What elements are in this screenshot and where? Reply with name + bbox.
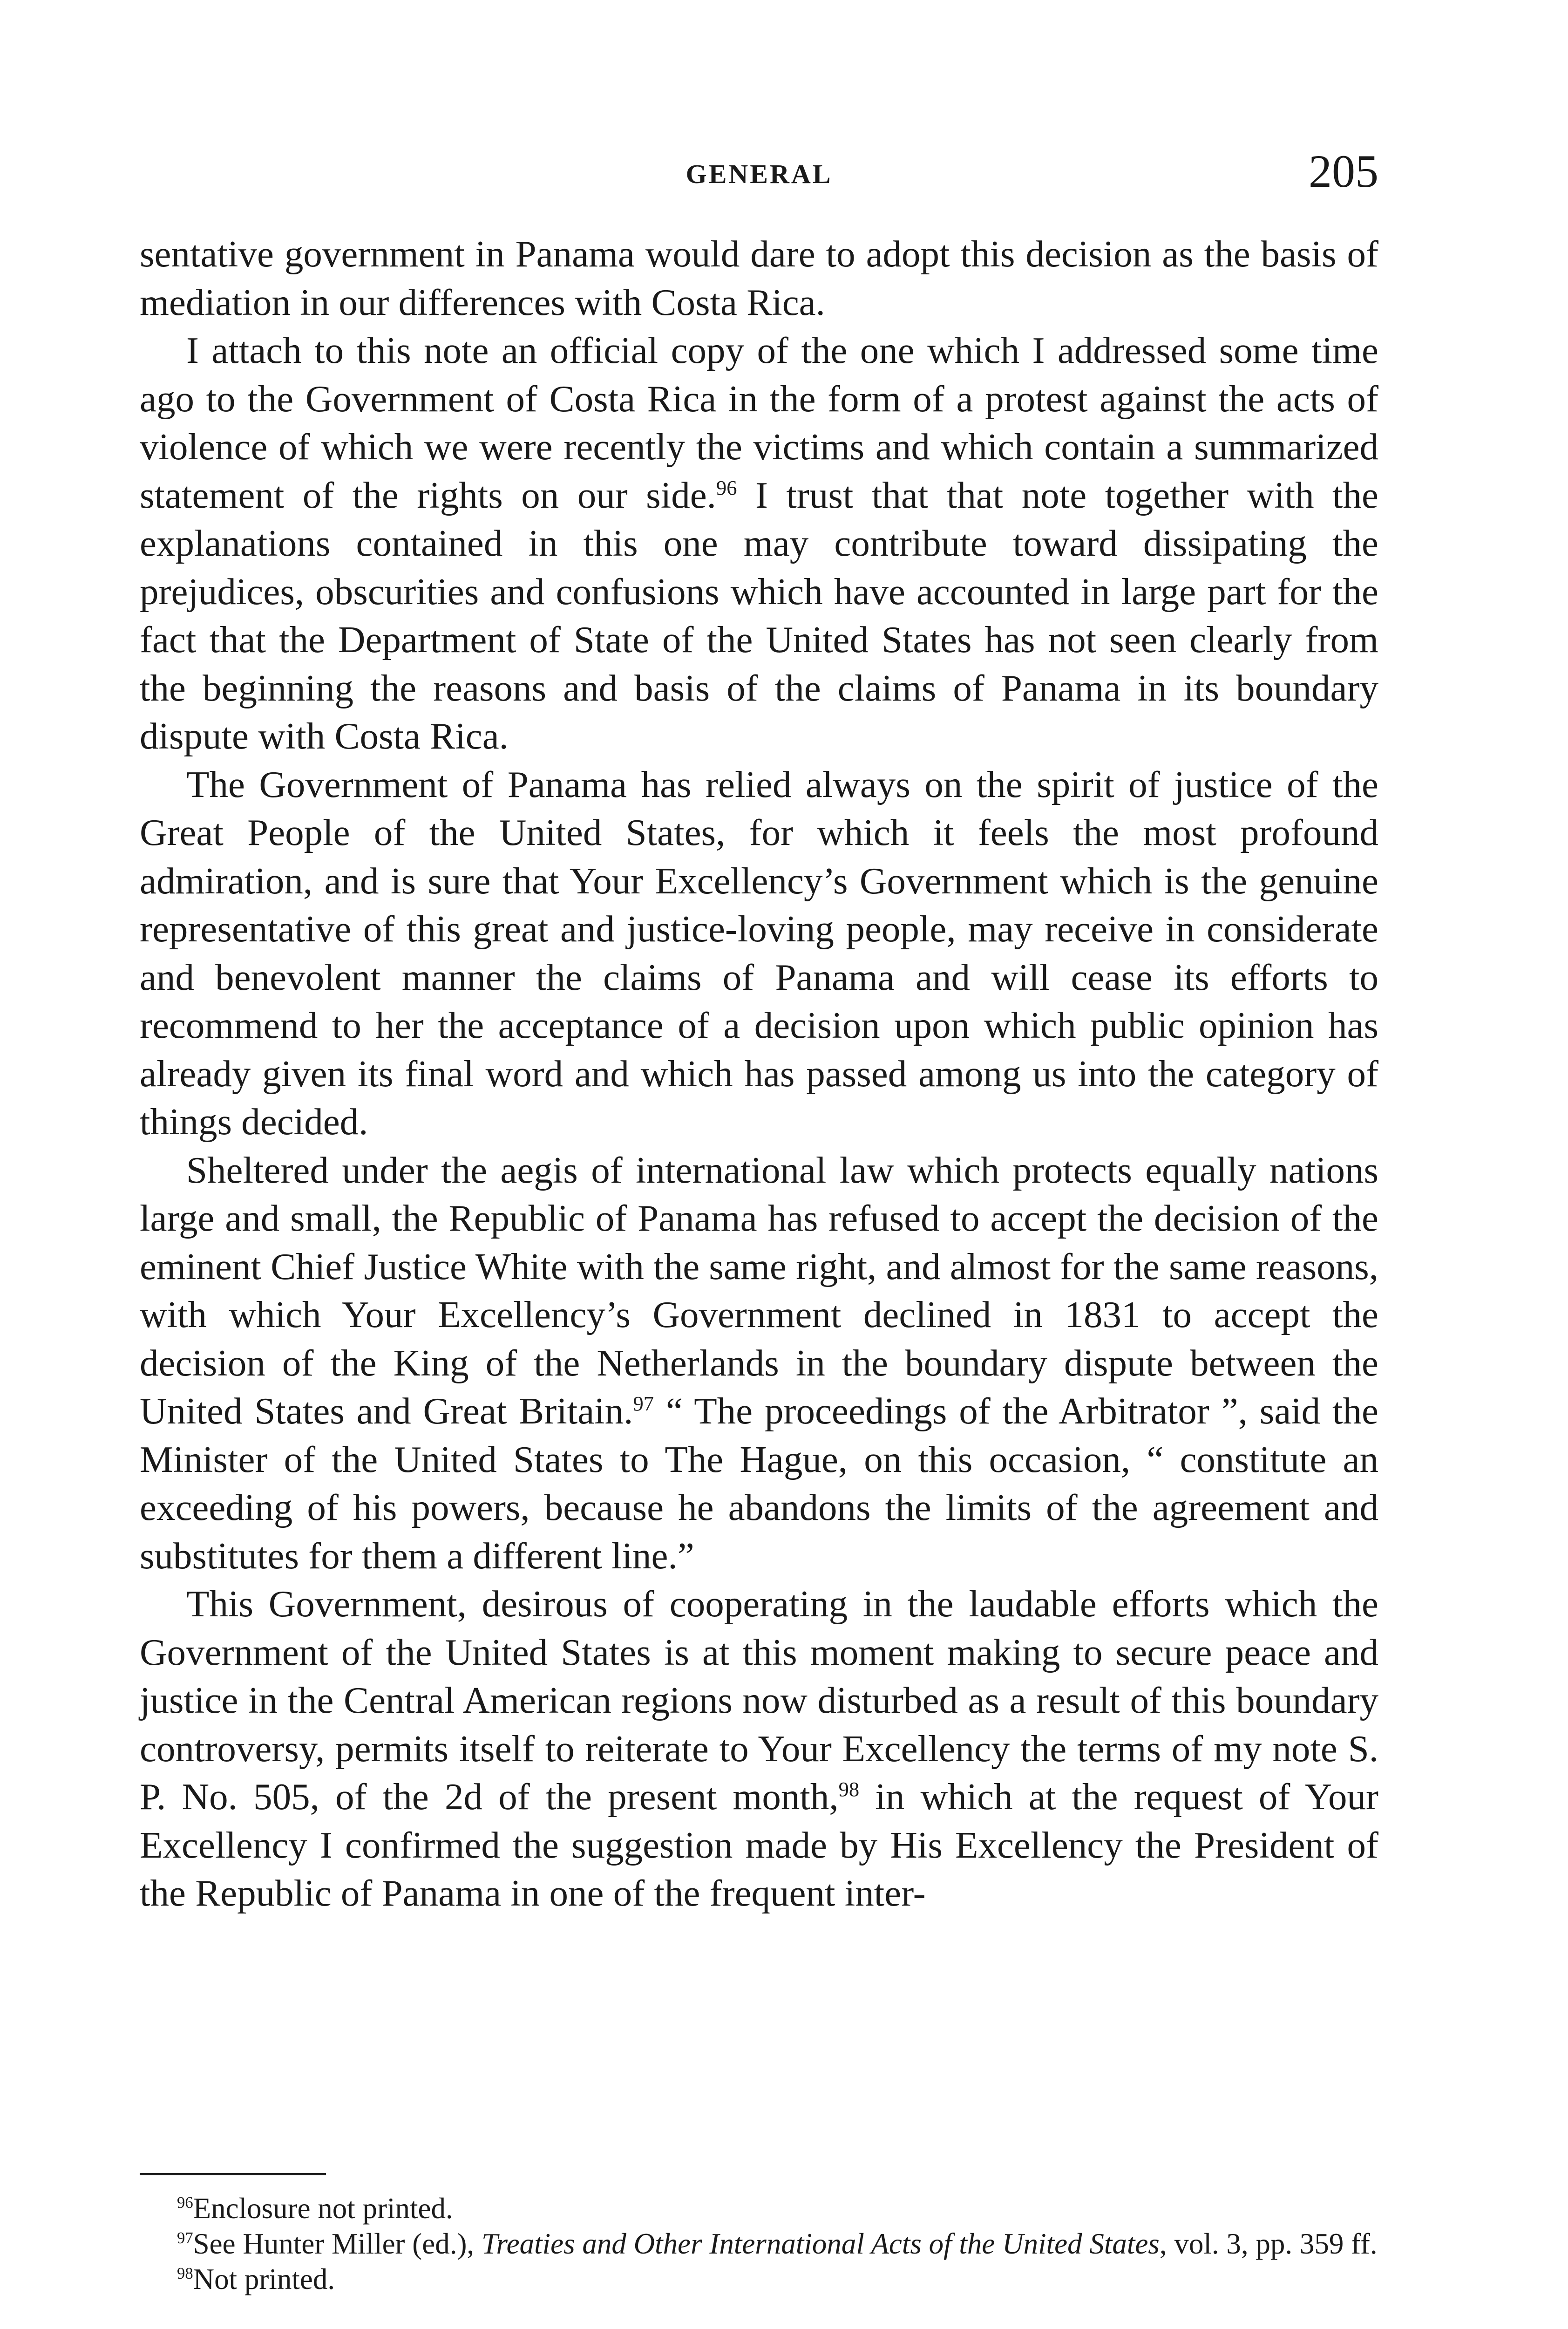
- footnote: [140, 2226, 1378, 2261]
- text-run: Enclosure not printed.: [193, 2192, 453, 2225]
- paragraph: [140, 761, 1378, 1146]
- paragraph: [140, 327, 1378, 761]
- paragraph: [140, 1146, 1378, 1580]
- text-run: This Government, desirous of cooperating in the laudable efforts which the Government of the United States is at this moment making to secure peace and justice in the Central American regions now disturbed as a result of this boundary controversy, permits itself to reiterate to Your Excellency the terms of my note S. P. No. 505, of the 2d of the present month,: [140, 1583, 1378, 1818]
- footnote-marker: 98: [177, 2265, 193, 2282]
- footnote-ref: 96: [716, 476, 737, 499]
- footnote-marker: 97: [177, 2229, 193, 2247]
- footnote-ref: 97: [633, 1392, 654, 1415]
- text-run: , vol. 3, pp. 359 ff.: [1159, 2227, 1378, 2260]
- text-run: I attach to this note an official copy of the one which I addressed some time ago to the Government of Costa Rica in the form of a protest against the acts of violence of which we were recently the victims and which contain a summarized statement of the rights on our side.: [140, 329, 1378, 516]
- text-run: I trust that that note together with the explanations contained in this one may contribute toward dissipating the prejudices, obscurities and confusions which have accounted in large part for the fact that the Department of State of the United States has not seen clearly from the beginning the reasons and basis of the claims of Panama in its boundary dispute with Costa Rica.: [140, 474, 1379, 757]
- text-run: sentative government in Panama would dare to adopt this decision as the basis of mediation in our differences with Costa Rica.: [140, 233, 1378, 323]
- footnote-ref: 98: [838, 1777, 860, 1801]
- running-title: GENERAL: [686, 159, 833, 189]
- text-run: in which at the request of Your Excellency I confirmed the suggestion made by His Excellency the President of the Republic of Panama in one of the frequent inter-: [140, 1776, 1378, 1914]
- text-run: The Government of Panama has relied always on the spirit of justice of the Great People of the United States, for which it feels the most profound admiration, and is sure that Your Excellency’s Government which is the genuine representative of this great and justice-loving people, may receive in considerate and benevolent manner the claims of Panama and will cease its efforts to recommend to her the acceptance of a decision upon which public opinion has already given its final word and which has passed among us into the category of things decided.: [140, 763, 1378, 1143]
- paragraph: [140, 230, 1378, 327]
- footnote-divider: [140, 2173, 326, 2175]
- footnotes: [140, 2191, 1378, 2297]
- text-run: “ The proceedings of the Arbitrator ”, said the Minister of the United States to The Hague, on this occasion, “ constitute an exceeding of his powers, because he abandons the limits of the agreement and substitutes for them a different line.”: [140, 1390, 1378, 1577]
- text-run: Sheltered under the aegis of international law which protects equally nations large and small, the Republic of Panama has refused to accept the decision of the eminent Chief Justice White with the same right, and almost for the same reasons, with which Your Excellency’s Government declined in 1831 to accept the decision of the King of the Netherlands in the boundary dispute between the United States and Great Britain.: [140, 1149, 1378, 1432]
- footnote: [140, 2261, 1378, 2297]
- running-head: [140, 144, 1378, 200]
- italic-text: Treaties and Other International Acts of the United States: [481, 2227, 1160, 2260]
- text-run: Not printed.: [193, 2263, 335, 2295]
- footnote: [140, 2191, 1378, 2226]
- text-run: See Hunter Miller (ed.),: [193, 2227, 482, 2260]
- paragraph: [140, 1580, 1378, 1918]
- footnote-marker: 96: [177, 2194, 193, 2212]
- page-number: 205: [1309, 145, 1378, 197]
- body-text: [140, 230, 1378, 1918]
